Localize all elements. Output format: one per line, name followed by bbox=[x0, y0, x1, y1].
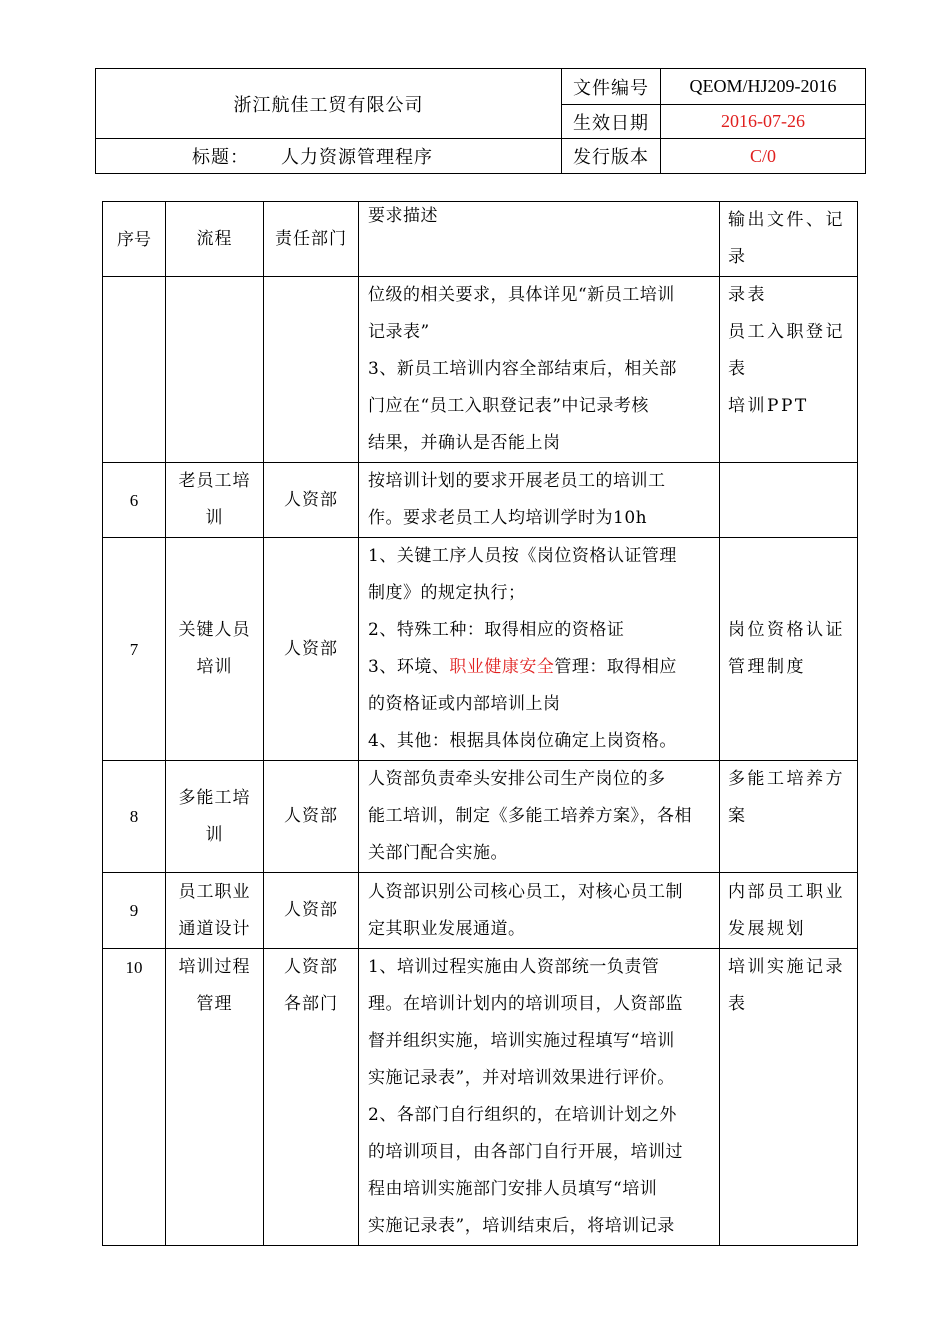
output-line: 培训PPT bbox=[728, 396, 809, 416]
desc-cell bbox=[359, 463, 720, 538]
row-number: 8 bbox=[103, 761, 166, 873]
document-header bbox=[95, 68, 866, 174]
desc-text: 3、环境、 bbox=[368, 657, 450, 677]
desc-line: 位级的相关要求，具体详见“新员工培训 bbox=[368, 285, 675, 305]
output-cell bbox=[720, 761, 858, 873]
table-row bbox=[103, 538, 858, 761]
output-line: 培训实施记录 bbox=[728, 957, 845, 977]
desc-line: 关部门配合实施。 bbox=[368, 843, 508, 863]
table-row bbox=[103, 463, 858, 538]
process-line: 关键人员 bbox=[178, 620, 251, 640]
desc-cell bbox=[359, 949, 720, 1246]
dept-cell bbox=[264, 277, 359, 463]
effective-date-label: 生效日期 bbox=[562, 105, 661, 139]
desc-line: 1、关键工序人员按《岗位资格认证管理 bbox=[368, 546, 677, 566]
desc-line: 人资部负责牵头安排公司生产岗位的多 bbox=[368, 769, 666, 789]
process-line: 多能工培 bbox=[178, 787, 251, 808]
dept-line: 人资部 bbox=[284, 900, 338, 920]
output-line: 岗位资格认证 bbox=[728, 620, 845, 640]
desc-cell bbox=[359, 277, 720, 463]
desc-cell bbox=[359, 873, 720, 949]
row-number bbox=[103, 277, 166, 463]
process-line: 老员工培 bbox=[178, 471, 251, 491]
desc-line: 能工培训，制定《多能工培养方案》，各相 bbox=[368, 806, 692, 826]
output-cell bbox=[720, 277, 858, 463]
desc-line: 定其职业发展通道。 bbox=[368, 918, 526, 939]
output-line: 员工入职登记 bbox=[728, 322, 845, 342]
version: C/0 bbox=[661, 139, 866, 174]
desc-line: 门应在“员工入职登记表”中记录考核 bbox=[368, 396, 649, 416]
process-cell bbox=[166, 538, 264, 761]
desc-cell bbox=[359, 761, 720, 873]
desc-line: 的培训项目，由各部门自行开展，培训过 bbox=[368, 1142, 683, 1162]
dept-line: 人资部 bbox=[284, 489, 338, 510]
desc-line: 4、其他：根据具体岗位确定上岗资格。 bbox=[368, 731, 677, 751]
desc-line: 程由培训实施部门安排人员填写“培训 bbox=[368, 1179, 658, 1199]
row-number: 6 bbox=[103, 463, 166, 538]
procedure-table bbox=[102, 201, 858, 1246]
doc-no-label: 文件编号 bbox=[562, 69, 661, 105]
output-cell bbox=[720, 538, 858, 761]
process-cell bbox=[166, 873, 264, 949]
output-cell bbox=[720, 949, 858, 1246]
header-no: 序号 bbox=[103, 202, 166, 277]
process-line: 训 bbox=[205, 508, 224, 528]
desc-line: 制度》的规定执行； bbox=[368, 583, 526, 603]
process-line: 培训 bbox=[196, 657, 233, 677]
dept-cell bbox=[264, 463, 359, 538]
dept-cell bbox=[264, 873, 359, 949]
process-cell bbox=[166, 949, 264, 1246]
table-row bbox=[103, 949, 858, 1246]
dept-line: 各部门 bbox=[284, 994, 338, 1014]
output-line: 表 bbox=[728, 994, 748, 1014]
row-number: 10 bbox=[103, 949, 166, 1246]
table-row bbox=[103, 873, 858, 949]
highlighted-text: 职业健康安全 bbox=[449, 657, 555, 677]
process-line: 训 bbox=[205, 824, 224, 845]
process-cell bbox=[166, 761, 264, 873]
dept-line: 人资部 bbox=[284, 957, 338, 977]
desc-cell bbox=[359, 538, 720, 761]
desc-line: 督并组织实施，培训实施过程填写“培训 bbox=[368, 1031, 675, 1051]
desc-line: 3、新员工培训内容全部结束后，相关部 bbox=[368, 359, 677, 379]
output-line: 录表 bbox=[728, 285, 767, 305]
dept-cell bbox=[264, 949, 359, 1246]
version-label: 发行版本 bbox=[562, 139, 661, 174]
desc-line: 的资格证或内部培训上岗 bbox=[368, 694, 561, 714]
dept-cell bbox=[264, 761, 359, 873]
table-row bbox=[103, 277, 858, 463]
desc-line: 作。要求老员工人均培训学时为10h bbox=[368, 508, 648, 528]
document-title: 人力资源管理程序 bbox=[281, 147, 433, 168]
desc-line: 理。在培训计划内的培训项目，人资部监 bbox=[368, 994, 683, 1014]
desc-line: 记录表” bbox=[368, 322, 430, 342]
desc-line: 2、各部门自行组织的，在培训计划之外 bbox=[368, 1105, 677, 1125]
desc-line: 按培训计划的要求开展老员工的培训工 bbox=[368, 471, 666, 491]
dept-line: 人资部 bbox=[284, 638, 338, 659]
row-number: 9 bbox=[103, 873, 166, 949]
dept-line: 人资部 bbox=[284, 806, 338, 826]
desc-line: 实施记录表”，并对培训效果进行评价。 bbox=[368, 1068, 675, 1088]
table-row bbox=[103, 761, 858, 873]
doc-no: QEOM/HJ209-2016 bbox=[661, 69, 866, 105]
dept-cell bbox=[264, 538, 359, 761]
output-line: 表 bbox=[728, 359, 748, 379]
output-line: 管理制度 bbox=[728, 657, 806, 677]
effective-date: 2016-07-26 bbox=[661, 105, 866, 139]
process-line: 管理 bbox=[196, 994, 233, 1014]
header-dept: 责任部门 bbox=[264, 202, 359, 277]
process-line: 通道设计 bbox=[178, 918, 251, 939]
table-header-row bbox=[103, 202, 858, 277]
output-line: 案 bbox=[728, 806, 748, 826]
desc-line: 实施记录表”，培训结束后，将培训记录 bbox=[368, 1216, 675, 1236]
header-output: 输出文件、记录 bbox=[720, 202, 858, 277]
desc-text: 管理：取得相应 bbox=[554, 657, 677, 677]
process-line: 培训过程 bbox=[178, 957, 251, 977]
output-line: 多能工培养方 bbox=[728, 769, 845, 789]
process-cell bbox=[166, 463, 264, 538]
process-line: 员工职业 bbox=[178, 881, 251, 902]
output-line: 发展规划 bbox=[728, 918, 806, 939]
title-label: 标题： bbox=[192, 147, 249, 168]
output-line: 内部员工职业 bbox=[728, 881, 845, 902]
header-desc: 要求描述 bbox=[359, 202, 720, 277]
output-cell bbox=[720, 463, 858, 538]
desc-line bbox=[368, 649, 713, 686]
desc-line: 人资部识别公司核心员工，对核心员工制 bbox=[368, 881, 683, 902]
header-process: 流程 bbox=[166, 202, 264, 277]
company-name: 浙江航佳工贸有限公司 bbox=[96, 69, 562, 139]
desc-line: 结果，并确认是否能上岗 bbox=[368, 433, 561, 453]
row-number: 7 bbox=[103, 538, 166, 761]
process-cell bbox=[166, 277, 264, 463]
desc-line: 2、特殊工种：取得相应的资格证 bbox=[368, 620, 625, 640]
output-cell bbox=[720, 873, 858, 949]
desc-line: 1、培训过程实施由人资部统一负责管 bbox=[368, 957, 660, 977]
document-title-cell bbox=[96, 139, 562, 174]
